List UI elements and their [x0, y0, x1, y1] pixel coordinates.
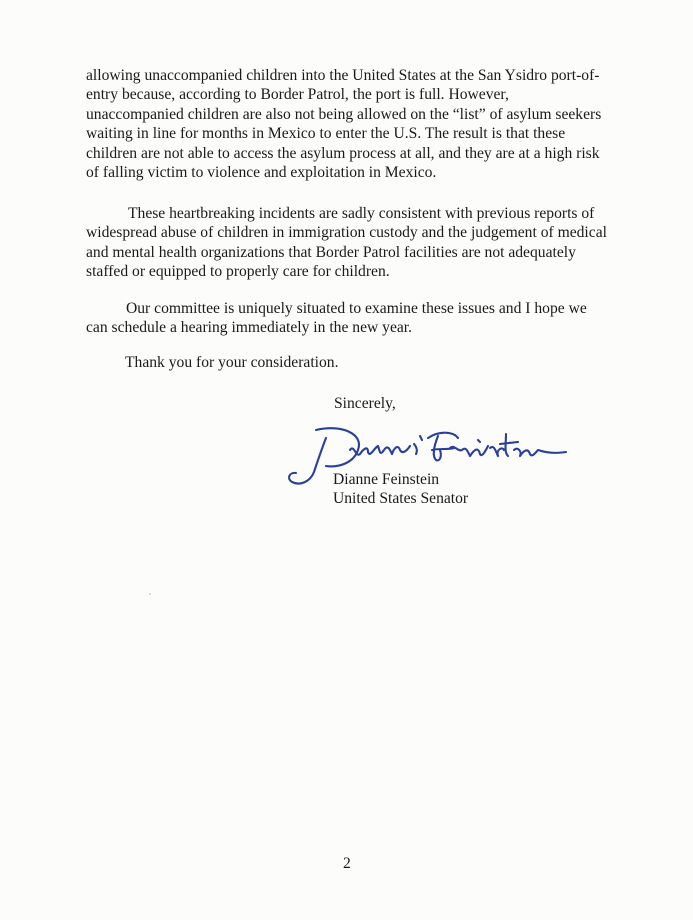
- body-paragraph-1: [86, 66, 626, 182]
- paragraph-line: These heartbreaking incidents are sadly consistent with previous reports of: [128, 205, 595, 222]
- body-paragraph-2: [86, 204, 626, 282]
- paragraph-line: allowing unaccompanied children into the United States at the San Ysidro port-of-: [86, 67, 600, 84]
- paragraph-line: children are not able to access the asylum process at all, and they are at a high risk: [86, 144, 600, 162]
- paragraph-line: and mental health organizations that Border Patrol facilities are not adequately: [86, 243, 576, 261]
- paragraph-line: widespread abuse of children in immigration custody and the judgement of medical: [86, 224, 607, 242]
- signer-name: Dianne Feinstein: [333, 471, 440, 488]
- paragraph-line: Our committee is uniquely situated to examine these issues and I hope we: [126, 300, 587, 317]
- paragraph-line: staffed or equipped to properly care for children.: [86, 263, 390, 281]
- body-paragraph-3: [86, 299, 626, 338]
- paragraph-line: waiting in line for months in Mexico to enter the U.S. The result is that these: [86, 125, 566, 143]
- paper-speck: [149, 593, 151, 595]
- page-number: 2: [343, 855, 351, 872]
- body-paragraph-4: [125, 353, 665, 372]
- paragraph-line: of falling victim to violence and exploitation in Mexico.: [86, 164, 437, 182]
- paragraph-line: can schedule a hearing immediately in the new year.: [86, 319, 413, 337]
- paragraph-line: entry because, according to Border Patrol, the port is full. However,: [86, 86, 509, 104]
- signature-block: [333, 470, 468, 509]
- paragraph-line: unaccompanied children are also not being allowed on the “list” of asylum seekers: [86, 105, 602, 123]
- closing-salutation: Sincerely,: [334, 395, 396, 412]
- signer-title: United States Senator: [333, 490, 469, 508]
- paragraph-line: Thank you for your consideration.: [125, 354, 339, 371]
